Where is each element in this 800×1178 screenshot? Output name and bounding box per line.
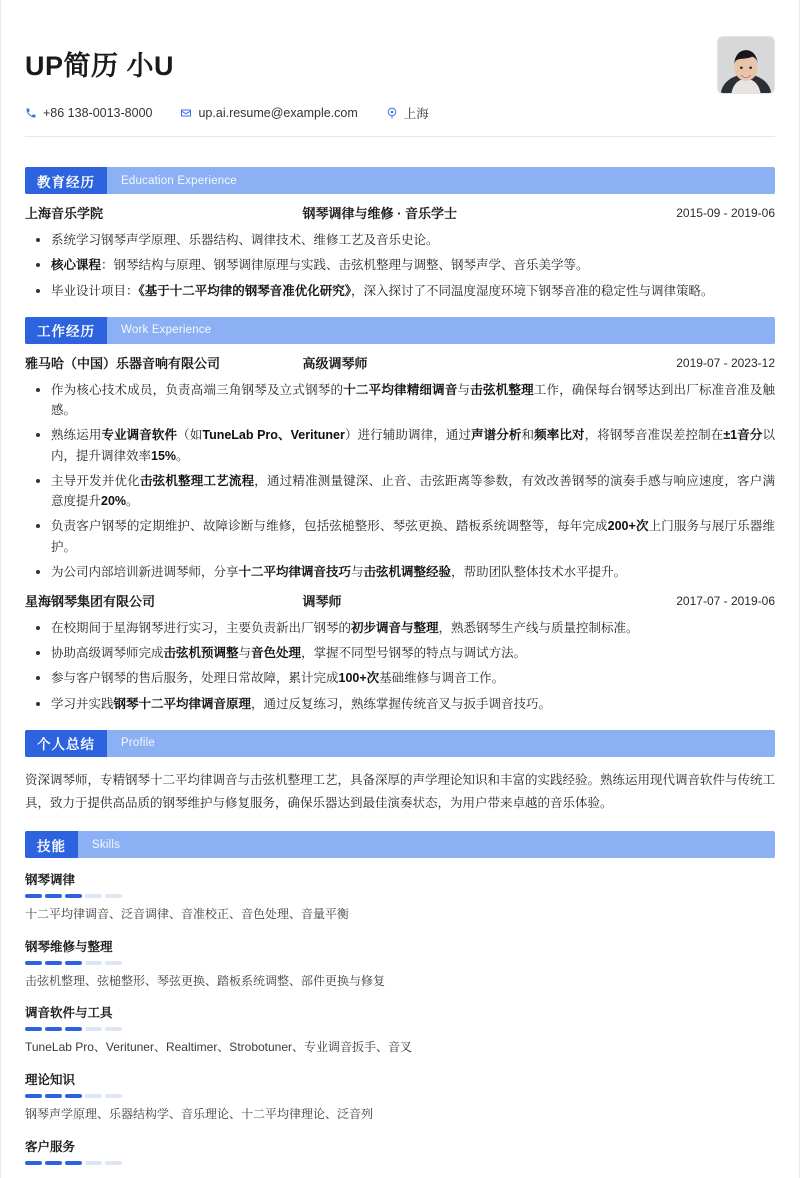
skill-level-meter bbox=[25, 1027, 775, 1031]
skill-level-meter bbox=[25, 961, 775, 965]
skill-level-segment bbox=[105, 1027, 122, 1031]
bullet-item: 参与客户钢琴的售后服务，处理日常故障，累计完成100+次基础维修与调音工作。 bbox=[25, 668, 775, 688]
entry-bullet-list bbox=[25, 230, 775, 301]
bullet-item: 系统学习钢琴声学原理、乐器结构、调律技术、维修工艺及音乐史论。 bbox=[25, 230, 775, 250]
skill-level-segment bbox=[65, 1027, 82, 1031]
entry bbox=[25, 355, 775, 582]
entry-header bbox=[25, 355, 775, 374]
skill-level-segment bbox=[85, 961, 102, 965]
entry-header bbox=[25, 593, 775, 612]
skill-level-segment bbox=[85, 1094, 102, 1098]
email-icon bbox=[180, 107, 192, 119]
skill-level-segment bbox=[85, 1027, 102, 1031]
skill-level-segment bbox=[45, 961, 62, 965]
entry-date: 2019-07 - 2023-12 bbox=[676, 355, 775, 370]
profile-paragraph: 资深调琴师，专精钢琴十二平均律调音与击弦机整理工艺，具备深厚的声学理论知识和丰富的实践经验。熟练运用现代调音软件与传统工具，致力于提供高品质的钢琴维护与修复服务，确保乐器达到最佳演奏状态，为用户带来卓越的音乐体验。 bbox=[25, 772, 776, 811]
skill-item bbox=[25, 1003, 775, 1057]
entry-organization: 上海音乐学院 bbox=[25, 206, 104, 222]
entry-organization: 星海钢琴集团有限公司 bbox=[25, 594, 156, 610]
contact-location[interactable] bbox=[386, 104, 429, 122]
entry bbox=[25, 593, 775, 714]
contact-email[interactable] bbox=[180, 106, 357, 120]
skill-level-meter bbox=[25, 894, 775, 898]
section-header-education bbox=[25, 167, 775, 194]
contact-phone-value: +86 138-0013-8000 bbox=[43, 106, 153, 121]
section-title-en: Work Experience bbox=[121, 324, 212, 337]
skill-name: 客户服务 bbox=[25, 1139, 76, 1154]
skills-list bbox=[25, 870, 775, 1164]
section-header-work bbox=[25, 317, 775, 344]
bullet-item: 作为核心技术成员，负责高端三角钢琴及立式钢琴的十二平均律精细调音与击弦机整理工作，确保每台钢琴达到出厂标准音准及触感。 bbox=[25, 380, 775, 421]
skill-level-segment bbox=[45, 1027, 62, 1031]
page-title: UP简历 小U bbox=[25, 51, 175, 81]
section-skills bbox=[25, 831, 775, 1164]
skill-level-segment bbox=[65, 961, 82, 965]
section-title-en: Profile bbox=[121, 737, 155, 750]
skill-level-segment bbox=[45, 1094, 62, 1098]
entry-date: 2015-09 - 2019-06 bbox=[676, 206, 775, 221]
skill-name: 钢琴维修与整理 bbox=[25, 939, 113, 954]
section-header-skills bbox=[25, 831, 775, 858]
skill-level-segment bbox=[105, 1094, 122, 1098]
skill-name: 理论知识 bbox=[25, 1072, 76, 1087]
bullet-item: 协助高级调琴师完成击弦机预调整与音色处理，掌握不同型号钢琴的特点与调试方法。 bbox=[25, 643, 775, 663]
section-profile bbox=[25, 730, 775, 815]
section-title-cn: 个人总结 bbox=[25, 730, 107, 757]
contact-email-value: up.ai.resume@example.com bbox=[198, 106, 358, 121]
entry-header bbox=[25, 205, 775, 224]
entry-role: 高级调琴师 bbox=[302, 355, 368, 371]
resume-header bbox=[25, 0, 775, 151]
skill-level-segment bbox=[85, 894, 102, 898]
section-header-profile bbox=[25, 730, 775, 757]
section-title-en: Education Experience bbox=[121, 174, 237, 187]
skill-item bbox=[25, 1070, 775, 1124]
entry-bullet-list bbox=[25, 618, 775, 714]
section-title-cn: 教育经历 bbox=[25, 167, 107, 194]
skill-level-segment bbox=[105, 894, 122, 898]
skill-level-segment bbox=[25, 961, 42, 965]
skill-description: TuneLab Pro、Verituner、Realtimer、Strobotuner、专业调音扳手、音叉 bbox=[25, 1040, 413, 1055]
skill-level-meter bbox=[25, 1161, 775, 1165]
sections-root bbox=[25, 167, 775, 1164]
entry-bullet-list bbox=[25, 380, 775, 582]
skill-level-segment bbox=[105, 1161, 122, 1165]
section-title-cn: 工作经历 bbox=[25, 317, 107, 344]
bullet-item: 为公司内部培训新进调琴师，分享十二平均律调音技巧与击弦机调整经验，帮助团队整体技术水平提升。 bbox=[25, 562, 775, 582]
entry bbox=[25, 205, 775, 301]
skill-level-segment bbox=[25, 894, 42, 898]
section-title-en: Skills bbox=[92, 838, 121, 851]
section-title-cn: 技能 bbox=[25, 831, 78, 858]
location-icon bbox=[386, 107, 398, 119]
phone-icon bbox=[25, 107, 37, 119]
skill-description: 钢琴声学原理、乐器结构学、音乐理论、十二平均律理论、泛音列 bbox=[25, 1106, 374, 1121]
bullet-item: 毕业设计项目：《基于十二平均律的钢琴音准优化研究》，深入探讨了不同温度湿度环境下钢琴音准的稳定性与调律策略。 bbox=[25, 281, 775, 301]
skill-item bbox=[25, 937, 775, 991]
skill-level-segment bbox=[105, 961, 122, 965]
entry-organization: 雅马哈（中国）乐器音响有限公司 bbox=[25, 355, 221, 371]
skill-level-meter bbox=[25, 1094, 775, 1098]
entry-role: 钢琴调律与维修 · 音乐学士 bbox=[302, 206, 458, 222]
skill-level-segment bbox=[65, 1161, 82, 1165]
skill-level-segment bbox=[85, 1161, 102, 1165]
skill-description: 十二平均律调音、泛音调律、音准校正、音色处理、音量平衡 bbox=[25, 907, 350, 922]
contact-row bbox=[25, 104, 775, 122]
bullet-item: 主导开发并优化击弦机整理工艺流程，通过精准测量键深、止音、击弦距离等参数，有效改善钢琴的演奏手感与响应速度，客户满意度提升20%。 bbox=[25, 471, 775, 512]
contact-location-value: 上海 bbox=[403, 107, 429, 122]
skill-name: 调音软件与工具 bbox=[25, 1006, 113, 1021]
skill-item bbox=[25, 870, 775, 924]
skill-level-segment bbox=[25, 1094, 42, 1098]
skill-item bbox=[25, 1137, 775, 1165]
skill-level-segment bbox=[65, 1094, 82, 1098]
bullet-item: 核心课程：钢琴结构与原理、钢琴调律原理与实践、击弦机整理与调整、钢琴声学、音乐美学等。 bbox=[25, 255, 775, 275]
skill-level-segment bbox=[25, 1161, 42, 1165]
skill-level-segment bbox=[25, 1027, 42, 1031]
bullet-item: 负责客户钢琴的定期维护、故障诊断与维修，包括弦槌整形、琴弦更换、踏板系统调整等，每年完成200+次上门服务与展厅乐器维护。 bbox=[25, 516, 775, 557]
contact-phone[interactable] bbox=[25, 106, 152, 120]
skill-name: 钢琴调律 bbox=[25, 873, 76, 888]
skill-level-segment bbox=[45, 1161, 62, 1165]
skill-description: 击弦机整理、弦槌整形、琴弦更换、踏板系统调整、部件更换与修复 bbox=[25, 973, 386, 988]
section-work bbox=[25, 317, 775, 714]
bullet-item: 学习并实践钢琴十二平均律调音原理，通过反复练习，熟练掌握传统音叉与扳手调音技巧。 bbox=[25, 694, 775, 714]
skill-level-segment bbox=[65, 894, 82, 898]
entry-date: 2017-07 - 2019-06 bbox=[676, 594, 775, 609]
bullet-item: 熟练运用专业调音软件（如TuneLab Pro、Verituner）进行辅助调律，通过声谱分析和频率比对，将钢琴音准误差控制在±1音分以内，提升调律效率15%。 bbox=[25, 425, 775, 466]
bullet-item: 在校期间于星海钢琴进行实习，主要负责新出厂钢琴的初步调音与整理，熟悉钢琴生产线与质量控制标准。 bbox=[25, 618, 775, 638]
header-divider bbox=[25, 136, 775, 137]
skill-level-segment bbox=[45, 894, 62, 898]
avatar bbox=[717, 36, 775, 94]
section-education bbox=[25, 167, 775, 301]
entry-role: 调琴师 bbox=[302, 594, 342, 610]
